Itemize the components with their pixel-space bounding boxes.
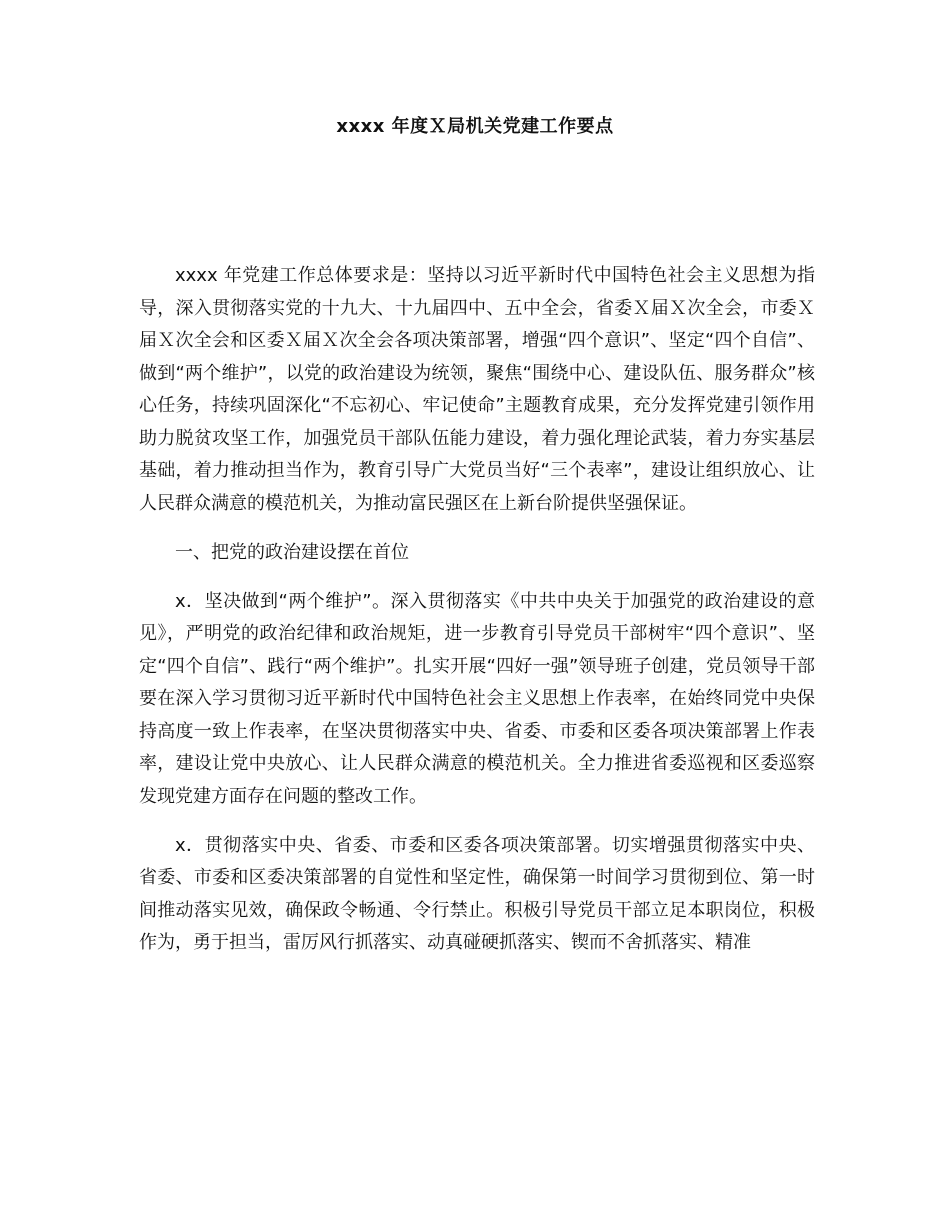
document-title: xxxx 年度Ｘ局机关党建工作要点 — [336, 116, 614, 137]
paragraph-implement-decisions: x．贯彻落实中央、省委、市委和区委各项决策部署。切实增强贯彻落实中央、省委、市委和区委决策部署的自觉性和坚定性，确保第一时间学习贯彻到位、第一时间推动落实见效，确保政令畅通、令行禁止。积极引导党员干部立足本职岗位，积极作为，勇于担当，雷厉风行抓落实、动真碰硬抓落实、锲而不舍抓落实、精准 — [139, 834, 815, 953]
paragraph-two-safeguards: x．坚决做到“两个维护”。深入贯彻落实《中共中央关于加强党的政治建设的意见》，严明党的政治纪律和政治规矩，进一步教育引导党员干部树牢“四个意识”、坚定“四个自信”、践行“两个维护”。扎实开展“四好一强”领导班子创建，党员领导干部要在深入学习贯彻习近平新时代中国特色社会主义思想上作表率，在始终同党中央保持高度一致上作表率，在坚决贯彻落实中央、省委、市委和区委各项决策部署上作表率，建设让党中央放心、让人民群众满意的模范机关。全力推进省委巡视和区委巡察发现党建方面存在问题的整改工作。 — [139, 590, 815, 807]
document-body — [139, 260, 815, 976]
section-heading-political-construction: 一、把党的政治建设摆在首位 — [175, 541, 409, 563]
paragraph-overall-requirements: xxxx 年党建工作总体要求是：坚持以习近平新时代中国特色社会主义思想为指导，深入贯彻落实党的十九大、十九届四中、五中全会，省委Ｘ届Ｘ次全会，市委Ｘ届Ｘ次全会和区委Ｘ届Ｘ次全会各项决策部署，增强“四个意识”、坚定“四个自信”、做到“两个维护”，以党的政治建设为统领，聚焦“围绕中心、建设队伍、服务群众”核心任务，持续巩固深化“不忘初心、牢记使命”主题教育成果，充分发挥党建引领作用助力脱贫攻坚工作，加强党员干部队伍能力建设，着力强化理论武装，着力夯实基层基础，着力推动担当作为，教育引导广大党员当好“三个表率”，建设让组织放心、让人民群众满意的模范机关，为推动富民强区在上新台阶提供坚强保证。 — [139, 265, 815, 514]
